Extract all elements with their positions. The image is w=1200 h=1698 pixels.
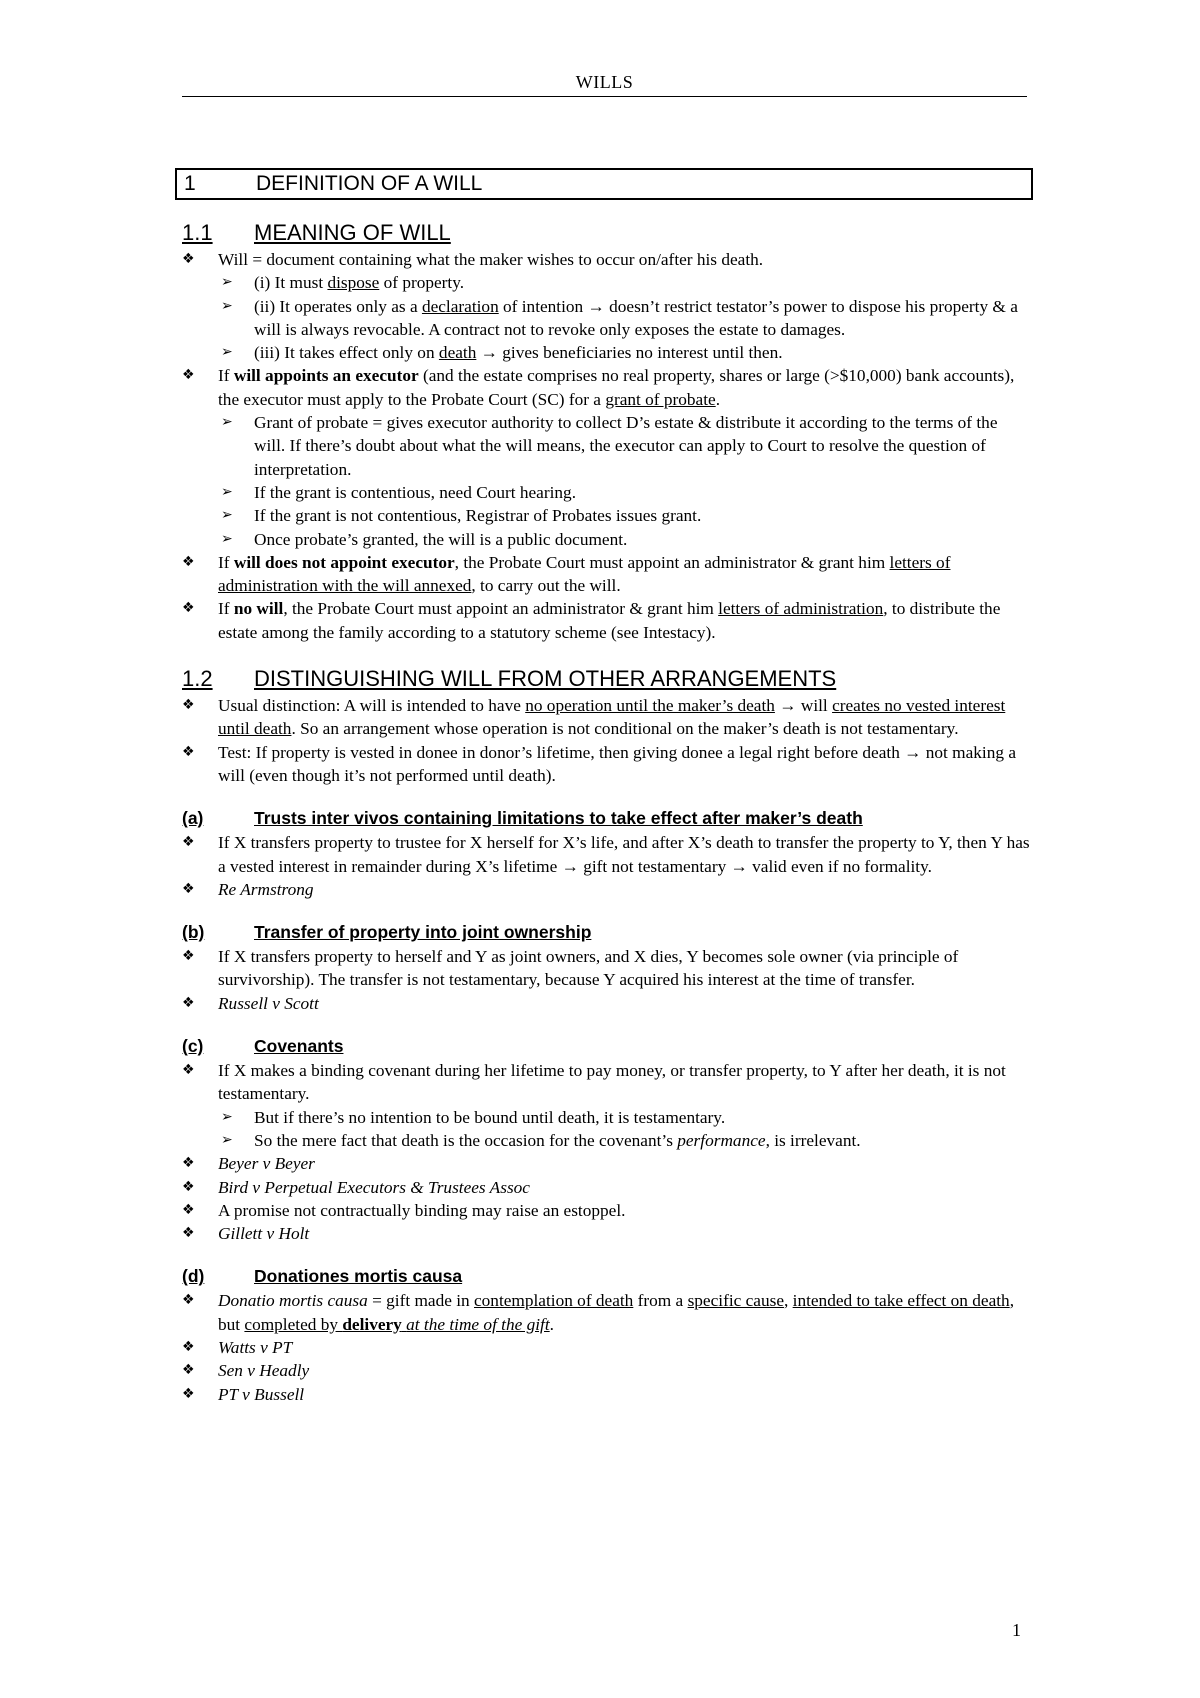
text: If X makes a binding covenant during her lifetime to pay money, or transfer property, to Y after her death, it is not testamentary.: [218, 1061, 1006, 1104]
subheading-c: [182, 1035, 1032, 1057]
subsection-title: MEANING OF WILL: [254, 220, 451, 245]
sub-item: [218, 528, 1032, 551]
subheading-label: (c): [182, 1036, 204, 1057]
diamond-bullet-icon: ❖: [182, 743, 195, 760]
bullet-item: [182, 945, 1032, 992]
arrow-bullet-icon: ➢: [221, 1131, 233, 1148]
sub-list: [218, 411, 1032, 551]
text: .: [715, 389, 721, 409]
subheading-title: Covenants: [254, 1036, 344, 1057]
diamond-bullet-icon: ❖: [182, 1062, 195, 1079]
case-item: [182, 1152, 1032, 1175]
case-name: PT v Bussell: [218, 1384, 305, 1404]
section-title: DEFINITION OF A WILL: [256, 172, 483, 195]
case-item: [182, 1222, 1032, 1245]
bullet-item: [182, 831, 1032, 878]
subheading-a: [182, 807, 1032, 829]
document-body: [182, 168, 1032, 1406]
text: If the grant is contentious, need Court hearing.: [254, 482, 577, 502]
underlined-term: intended to take effect on death: [792, 1291, 1010, 1311]
bullet-item: [182, 597, 1032, 644]
text: So the mere fact that death is the occasion for the covenant’s: [254, 1130, 678, 1150]
bold-term: will does not appoint executor: [233, 552, 455, 572]
text: . So an arrangement whose operation is not conditional on the maker’s death is not testamentary.: [291, 719, 959, 739]
case-item: [182, 878, 1032, 901]
arrow-bullet-icon: ➢: [221, 1108, 233, 1125]
subheading-title: Donationes mortis causa: [254, 1266, 463, 1287]
bullet-item: [182, 694, 1032, 741]
underlined-term: creates no vested interest until death: [218, 696, 1006, 739]
text: , to carry out the will.: [471, 576, 621, 596]
subheading-label: (d): [182, 1266, 205, 1287]
arrow-bullet-icon: ➢: [221, 297, 233, 314]
text: (ii) It operates only as a: [254, 296, 422, 316]
text: from a: [633, 1291, 688, 1311]
subheading-title: Trusts inter vivos containing limitations to take effect after maker’s death: [254, 808, 863, 829]
bold-term: no will: [233, 599, 284, 619]
running-header: WILLS: [575, 72, 634, 92]
subsection-number: 1.1: [182, 220, 213, 245]
sub-item: [218, 1106, 1032, 1129]
sub-item: [218, 481, 1032, 504]
text: Test: If property is vested in donee in donor’s lifetime, then giving donee a legal right before death → not making a will (even though it’s not performed until death).: [218, 742, 1016, 785]
bullet-item: [182, 1059, 1032, 1152]
underlined-term: declaration: [421, 296, 499, 316]
text: If X transfers property to trustee for X herself for X’s life, and after X’s death to transfer the property to Y, then Y has a vested interest in remainder during X’s lifetime → gift not testamentary → valid even if no formality.: [218, 833, 1030, 876]
subsection-title: DISTINGUISHING WILL FROM OTHER ARRANGEMENTS: [254, 666, 837, 692]
diamond-bullet-icon: ❖: [182, 367, 195, 384]
subheading-label: (b): [182, 922, 205, 943]
diamond-bullet-icon: ❖: [182, 1201, 195, 1218]
text: If X transfers property to herself and Y as joint owners, and X dies, Y becomes sole owner (via principle of survivorship). The transfer is not testamentary, because Y acquired his interest at the time of transfer.: [218, 947, 959, 990]
arrow-bullet-icon: ➢: [221, 274, 233, 291]
arrow-bullet-icon: ➢: [221, 530, 233, 547]
subsection-heading-1-1: [182, 220, 1032, 246]
text: (i) It must: [254, 273, 328, 293]
sub-item: [218, 341, 1032, 364]
arrow-bullet-icon: ➢: [221, 507, 233, 524]
text: If: [218, 366, 234, 386]
text: If: [218, 599, 234, 619]
diamond-bullet-icon: ❖: [182, 948, 195, 965]
text: → will: [774, 696, 833, 716]
underlined-term: letters of administration: [718, 599, 884, 619]
sub-item: [218, 271, 1032, 294]
case-name: Watts v PT: [218, 1337, 293, 1357]
case-name: Sen v Headly: [218, 1361, 310, 1381]
section-heading-1: [175, 168, 1033, 200]
text: Usual distinction: A will is intended to have: [218, 696, 526, 716]
bullet-text: Will = document containing what the maker wishes to occur on/after his death.: [218, 250, 764, 269]
diamond-bullet-icon: ❖: [182, 1362, 195, 1379]
subheading-d: [182, 1265, 1032, 1287]
diamond-bullet-icon: ❖: [182, 994, 195, 1011]
bullet-list: [182, 1059, 1032, 1245]
case-item: [182, 1359, 1032, 1382]
bullet-list: [182, 945, 1032, 1015]
bullet-list: [182, 831, 1032, 901]
text: → gives beneficiaries no interest until then.: [476, 343, 783, 363]
diamond-bullet-icon: ❖: [182, 1155, 195, 1172]
sub-list: [218, 271, 1032, 364]
underlined-term: specific cause: [687, 1291, 784, 1311]
underlined-term: no operation until the maker’s death: [525, 696, 775, 716]
underlined-term: contemplation of death: [474, 1291, 634, 1311]
diamond-bullet-icon: ❖: [182, 1338, 195, 1355]
text: , is irrelevant.: [765, 1130, 861, 1150]
text: , the Probate Court must appoint an administrator & grant him: [454, 552, 890, 572]
text: (iii) It takes effect only on: [254, 343, 439, 363]
case-item: [182, 1383, 1032, 1406]
text: .: [549, 1314, 554, 1334]
text: Grant of probate = gives executor authority to collect D’s estate & distribute it according to the terms of the will. If there’s doubt about what the will means, the executor can apply to Court to resolve the question of interpretation.: [254, 413, 998, 479]
page-number: 1: [1012, 1620, 1021, 1640]
case-name: Beyer v Beyer: [218, 1154, 315, 1174]
text: If: [218, 552, 234, 572]
text: , the Probate Court must appoint an administrator & grant him: [283, 599, 719, 619]
bullet-item: [182, 741, 1032, 788]
case-name: Gillett v Holt: [218, 1224, 310, 1244]
italic-term: performance: [677, 1130, 766, 1150]
text: If the grant is not contentious, Registrar of Probates issues grant.: [254, 506, 702, 526]
bullet-item: [182, 1199, 1032, 1222]
text: completed by: [244, 1314, 343, 1334]
italic-term: at the time of the gift: [406, 1314, 550, 1334]
bullet-item: [182, 364, 1032, 550]
case-name: Bird v Perpetual Executors & Trustees Assoc: [218, 1177, 530, 1197]
underlined-term: dispose: [327, 273, 380, 293]
text: But if there’s no intention to be bound until death, it is testamentary.: [254, 1107, 726, 1127]
diamond-bullet-icon: ❖: [182, 834, 195, 851]
text: A promise not contractually binding may raise an estoppel.: [218, 1200, 626, 1220]
bullet-item: [182, 551, 1032, 598]
bullet-item: [182, 248, 1032, 364]
diamond-bullet-icon: ❖: [182, 1292, 195, 1309]
underlined-term: grant of probate: [605, 389, 716, 409]
text: (and the estate comprises no real property, shares or large (>$10,000) bank accounts), the executor must apply to the Probate Court (SC) for a: [218, 366, 1015, 409]
bullet-list: [182, 1289, 1032, 1405]
sub-item: [218, 411, 1032, 481]
sub-item: [218, 504, 1032, 527]
text: ,: [784, 1291, 793, 1311]
arrow-bullet-icon: ➢: [221, 344, 233, 361]
diamond-bullet-icon: ❖: [182, 697, 195, 714]
case-name: Russell v Scott: [218, 993, 319, 1013]
subsection-heading-1-2: [182, 666, 1032, 692]
subheading-b: [182, 921, 1032, 943]
text: , to distribute the estate among the family according to a statutory scheme (see Intestacy).: [218, 599, 1001, 642]
case-item: [182, 1176, 1032, 1199]
section-number: 1: [184, 172, 196, 195]
text: of intention → doesn’t restrict testator’s power to dispose his property & a will is always revocable. A contract not to revoke only exposes the estate to damages.: [254, 296, 1018, 339]
text: = gift made in: [367, 1291, 474, 1311]
text: of property.: [379, 273, 465, 293]
arrow-bullet-icon: ➢: [221, 483, 233, 500]
underlined-term: death: [438, 343, 477, 363]
bold-term: will appoints an executor: [233, 366, 419, 386]
bold-term: delivery: [342, 1314, 402, 1334]
diamond-bullet-icon: ❖: [182, 880, 195, 897]
case-name: Re Armstrong: [218, 879, 314, 899]
underlined-term: [244, 1315, 549, 1334]
sub-list: [218, 1106, 1032, 1153]
diamond-bullet-icon: ❖: [182, 553, 195, 570]
bullet-list: [182, 694, 1032, 787]
diamond-bullet-icon: ❖: [182, 251, 195, 267]
subsection-number: 1.2: [182, 666, 213, 692]
diamond-bullet-icon: ❖: [182, 1225, 195, 1242]
case-item: [182, 992, 1032, 1015]
bullet-list: [182, 248, 1032, 644]
bullet-item: [182, 1289, 1032, 1336]
subheading-label: (a): [182, 808, 204, 829]
underlined-term: letters of administration with the will annexed: [218, 552, 951, 596]
subheading-title: Transfer of property into joint ownership: [254, 922, 592, 943]
italic-term: Donatio mortis causa: [218, 1291, 368, 1311]
case-item: [182, 1336, 1032, 1359]
diamond-bullet-icon: ❖: [182, 1385, 195, 1402]
diamond-bullet-icon: ❖: [182, 600, 195, 617]
diamond-bullet-icon: ❖: [182, 1178, 195, 1195]
sub-item: [218, 295, 1032, 342]
arrow-bullet-icon: ➢: [221, 414, 233, 431]
header-rule: [182, 96, 1027, 97]
text: Once probate’s granted, the will is a public document.: [254, 529, 628, 549]
sub-item: [218, 1129, 1032, 1152]
text: , but: [218, 1291, 1015, 1334]
